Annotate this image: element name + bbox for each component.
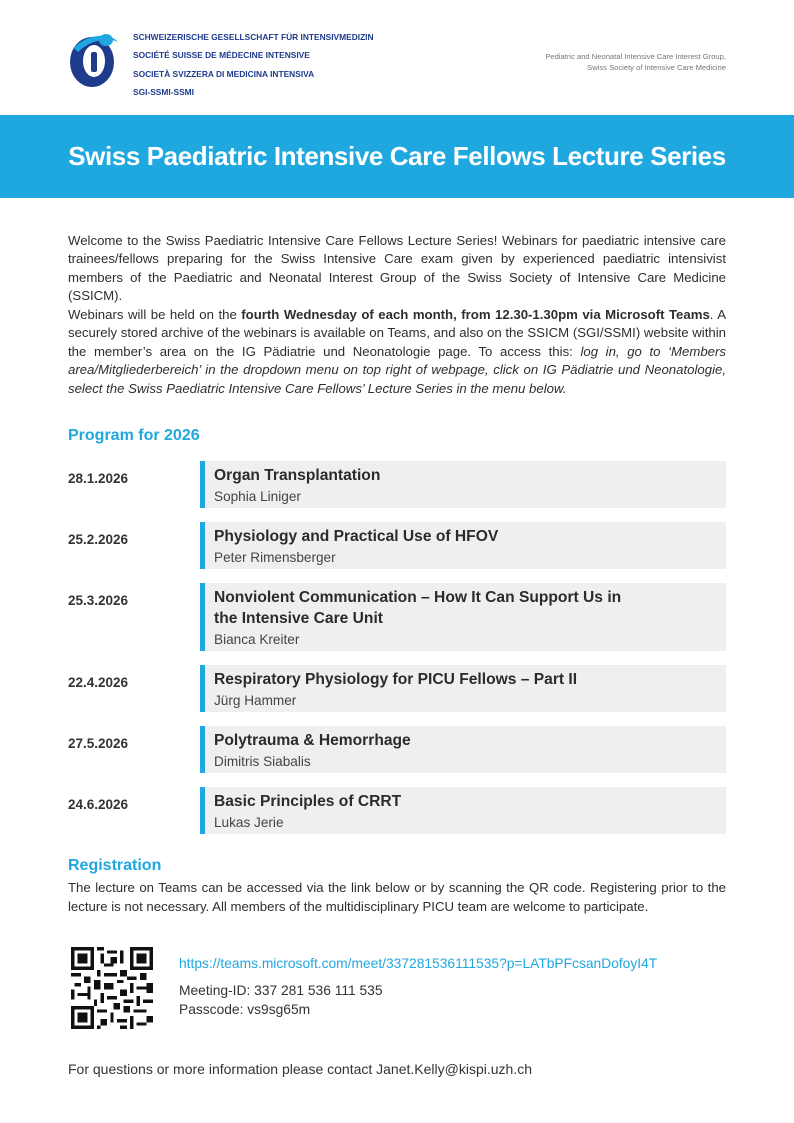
lecture-title: Respiratory Physiology for PICU Fellows – Part II [214, 671, 578, 688]
lecture-card [200, 583, 726, 651]
lecture-date: 28.1.2026 [68, 471, 129, 486]
lecture-speaker: Dimitris Siabalis [214, 754, 311, 769]
accent-bar [200, 522, 205, 569]
access-instructions: log in, go to ‘Members area/Mitgliederbereich’ in the dropdown menu on top right of webpage, click on IG Pädiatrie und Neonatologie, select the Swiss Paediatric Intensive Care Fellows’ Lecture Series in the menu below. [68, 343, 726, 396]
interest-group-line: Swiss Society of Intensive Care Medicine [587, 63, 726, 72]
lecture-date: 22.4.2026 [68, 675, 129, 690]
teams-meeting-link[interactable]: https://teams.microsoft.com/meet/337281536111535?p=LATbPFcsanDofoyI4T [179, 956, 658, 971]
lecture-speaker: Peter Rimensberger [214, 550, 336, 565]
interest-group-line: Pediatric and Neonatal Intensive Care Interest Group, [545, 52, 726, 61]
lecture-date: 25.2.2026 [68, 532, 129, 547]
accent-bar [200, 665, 205, 712]
lecture-card [200, 522, 726, 569]
schedule-text: Webinars will be held on the [68, 307, 242, 322]
lecture-speaker: Jürg Hammer [214, 693, 297, 708]
interest-group-name [545, 51, 726, 73]
header [0, 0, 794, 115]
lecture-title: Physiology and Practical Use of HFOV [214, 528, 499, 545]
lecture-title: Organ Transplantation [214, 467, 381, 484]
lecture-date: 24.6.2026 [68, 797, 129, 812]
society-abbreviation: SGI-SSMI-SSMI [133, 86, 194, 97]
schedule-paragraph [68, 306, 726, 398]
contact-info: For questions or more information please contact Janet.Kelly@kispi.uzh.ch [68, 1061, 532, 1077]
lecture-date: 27.5.2026 [68, 736, 129, 751]
lecture-speaker: Bianca Kreiter [214, 632, 300, 647]
society-names [133, 28, 374, 101]
lecture-speaker: Lukas Jerie [214, 815, 284, 830]
accent-bar [200, 461, 205, 508]
page-title: Swiss Paediatric Intensive Care Fellows Lecture Series [68, 141, 726, 171]
archive-text: . A securely stored archive of the webinars is available on Teams, and also on the SSICM (SGI/SSMI) website within the member’s area on the IG Pädiatrie und Neonatologie page. To access this: [68, 307, 727, 359]
intro-paragraph: Welcome to the Swiss Paediatric Intensive Care Fellows Lecture Series! Webinars for paediatric intensive care trainees/fellows preparing for the Swiss Intensive Care exam given by experienced paediatric intensivist members of the Paediatric and Neonatal Interest Group of the Swiss Society of Intensive Care Medicine (SSICM). [68, 233, 726, 304]
lecture-title: Basic Principles of CRRT [214, 793, 402, 810]
accent-bar [200, 726, 205, 773]
program-heading: Program for 2026 [68, 427, 200, 444]
lecture-card [200, 665, 726, 712]
accent-bar [200, 583, 205, 651]
lecture-date: 25.3.2026 [68, 593, 129, 608]
schedule-time: fourth Wednesday of each month, from 12.30-1.30pm via Microsoft Teams [241, 307, 710, 322]
registration-heading: Registration [68, 857, 162, 874]
lecture-title: Nonviolent Communication – How It Can Support Us in the Intensive Care Unit [214, 589, 622, 627]
lecture-card [200, 787, 726, 834]
passcode: Passcode: vs9sg65m [179, 1002, 311, 1017]
qr-code-icon[interactable] [71, 947, 153, 1029]
society-name-it: SOCIETÀ SVIZZERA DI MEDICINA INTENSIVA [133, 68, 315, 79]
society-name-de: SCHWEIZERISCHE GESELLSCHAFT FÜR INTENSIVMEDIZIN [133, 32, 374, 42]
registration-text: The lecture on Teams can be accessed via the link below or by scanning the QR code. Registering prior to the lecture is not necessary. All members of the multidisciplinary PICU team are welcome to participate. [68, 880, 726, 914]
accent-bar [200, 787, 205, 834]
lecture-card [200, 461, 726, 508]
meeting-id: Meeting-ID: 337 281 536 111 535 [179, 983, 383, 998]
lecture-speaker: Sophia Liniger [214, 489, 301, 504]
lecture-title: Polytrauma & Hemorrhage [214, 732, 411, 749]
lecture-card [200, 726, 726, 773]
sgi-logo-icon [66, 28, 122, 90]
society-name-fr: SOCIÉTÉ SUISSE DE MÉDECINE INTENSIVE [133, 50, 310, 61]
